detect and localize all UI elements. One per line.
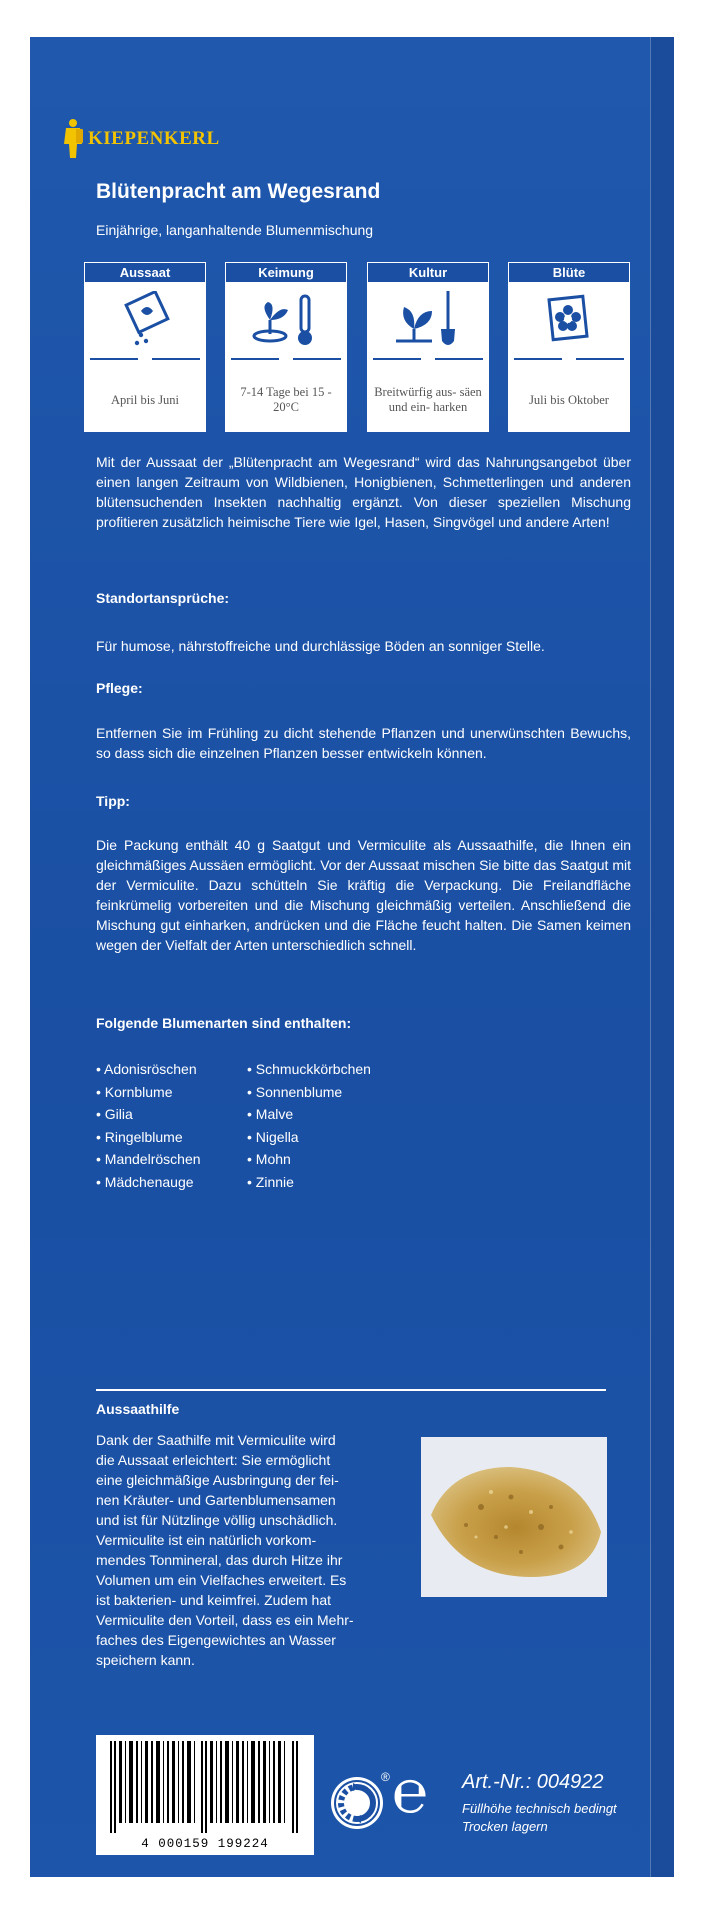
storage-note: Trocken lagern [462, 1819, 548, 1834]
seedling-thermometer-icon [246, 290, 326, 350]
box-header: Keimung [226, 263, 346, 282]
text-line: mendes Tonmineral, das durch Hitze ihr [96, 1552, 343, 1568]
plant-spade-icon [388, 289, 468, 351]
text-line: Volumen um ein Vielfaches erweitert. Es [96, 1572, 347, 1588]
box-caption: Juli bis Oktober [529, 392, 609, 407]
flower-list-right [247, 1058, 371, 1193]
product-title: Blütenpracht am Wegesrand [96, 180, 381, 203]
standort-text: Für humose, nährstoffreiche und durchlässige Böden an sonniger Stelle. [96, 638, 545, 654]
list-item: • Zinnie [247, 1173, 294, 1190]
aussaathilfe-heading: Aussaathilfe [96, 1401, 180, 1417]
text-line: Vermiculite ist ein natürlich vorkom- [96, 1532, 317, 1548]
tipp-heading: Tipp: [96, 793, 130, 809]
article-number: Art.-Nr.: 004922 [462, 1771, 604, 1793]
vermiculite-photo [421, 1437, 607, 1597]
list-item: • Schmuckkörbchen [247, 1061, 371, 1077]
list-item: • Mädchenauge [96, 1173, 194, 1190]
green-dot-recycle-icon [329, 1775, 385, 1831]
section-divider [96, 1389, 606, 1391]
text-line: Dank der Saathilfe mit Vermiculite wird [96, 1432, 336, 1448]
pflege-heading: Pflege: [96, 680, 143, 696]
text-line: die Aussaat erleichtert: Sie ermöglicht [96, 1452, 331, 1468]
box-header: Aussaat [85, 263, 205, 282]
list-item: • Kornblume [96, 1083, 173, 1100]
brand-name: KIEPENKERL [88, 128, 220, 149]
list-item: • Mohn [247, 1151, 291, 1167]
box-caption: 7-14 Tage bei 15 - 20°C [240, 385, 332, 414]
list-item: • Ringelblume [96, 1128, 183, 1145]
list-item: • Nigella [247, 1128, 299, 1145]
box-header: Blüte [509, 263, 629, 282]
package-side-edge [650, 37, 674, 1877]
box-aussaat [84, 262, 206, 432]
box-header: Kultur [368, 263, 488, 282]
barcode-number: 4 000159 199224 [141, 1837, 269, 1851]
list-item: • Adonisröschen [96, 1061, 197, 1077]
intro-text: Mit der Aussaat der „Blütenpracht am Wegesrand“ wird das Nahrungsangebot über einen langen Zeitraum von Wildbienen, Honigbienen, Schmetterlingen und anderen blütensuchenden Insekten nachhaltig ergänzt. Von dieser speziellen Mischung profitieren zusätzlich heimische Tiere wie Igel, Hasen, Singvögel und andere Arten! [96, 454, 631, 530]
text-line: ist bakterien- und keimfrei. Zudem hat [96, 1592, 331, 1608]
pflege-text: Entfernen Sie im Frühling zu dicht stehende Pflanzen und unerwünschten Bewuchs, so dass sich die einzelnen Pflanzen besser entwickeln können. [96, 725, 631, 761]
list-item: • Mandelröschen [96, 1151, 201, 1167]
estimated-sign-icon: ℮ [392, 1757, 429, 1827]
flower-icon [539, 290, 599, 350]
registered-mark: ® [381, 1770, 390, 1784]
seed-packet-icon [115, 291, 175, 349]
kiepenkerl-figure-icon [62, 118, 84, 160]
text-line: speichern kann. [96, 1652, 195, 1668]
box-bluete [508, 262, 630, 432]
flower-list-left [96, 1058, 201, 1193]
barcode-bars [104, 1741, 306, 1833]
brand-logo [62, 118, 220, 160]
text-line: nen Kräuter- und Gartenblumensamen [96, 1492, 336, 1508]
box-keimung [225, 262, 347, 432]
text-line: eine gleichmäßige Ausbringung der fei- [96, 1472, 339, 1488]
cultivation-icons [84, 262, 630, 432]
text-line: Vermiculite den Vorteil, dass es ein Mehr- [96, 1612, 354, 1628]
list-item: • Sonnenblume [247, 1083, 343, 1100]
barcode [96, 1735, 314, 1855]
product-subtitle: Einjährige, langanhaltende Blumenmischung [96, 222, 374, 238]
list-item: • Gilia [96, 1106, 133, 1122]
box-caption: April bis Juni [110, 392, 180, 407]
box-kultur [367, 262, 489, 432]
fill-note: Füllhöhe technisch bedingt [462, 1801, 617, 1816]
text-line: und ist für Nützlinge völlig unschädlich. [96, 1512, 338, 1528]
standort-heading: Standortansprüche: [96, 590, 230, 606]
list-item: • Malve [247, 1106, 294, 1122]
text-line: faches des Eigengewichtes an Wasser [96, 1632, 336, 1648]
aussaathilfe-text [96, 1430, 354, 1670]
tipp-text: Die Packung enthält 40 g Saatgut und Vermiculite als Aussaathilfe, die Ihnen ein gleichmäßiges Aussäen ermöglicht. Vor der Aussaat mischen Sie bitte das Saatgut mit der Vermiculite. Dazu schütteln Sie kräftig die Verpackung. Die Freilandfläche feinkrümelig vorbereiten und die Mischung gleichmäßig verteilen. Anschließend die Mischung gut einharken, andrücken und die Fläche feucht halten. Die Samen keimen wegen der Vielfalt der Arten unterschiedlich schnell. [96, 837, 631, 953]
flowers-heading: Folgende Blumenarten sind enthalten: [96, 1015, 352, 1031]
box-caption: Breitwürfig aus- säen und ein- harken [374, 385, 482, 414]
